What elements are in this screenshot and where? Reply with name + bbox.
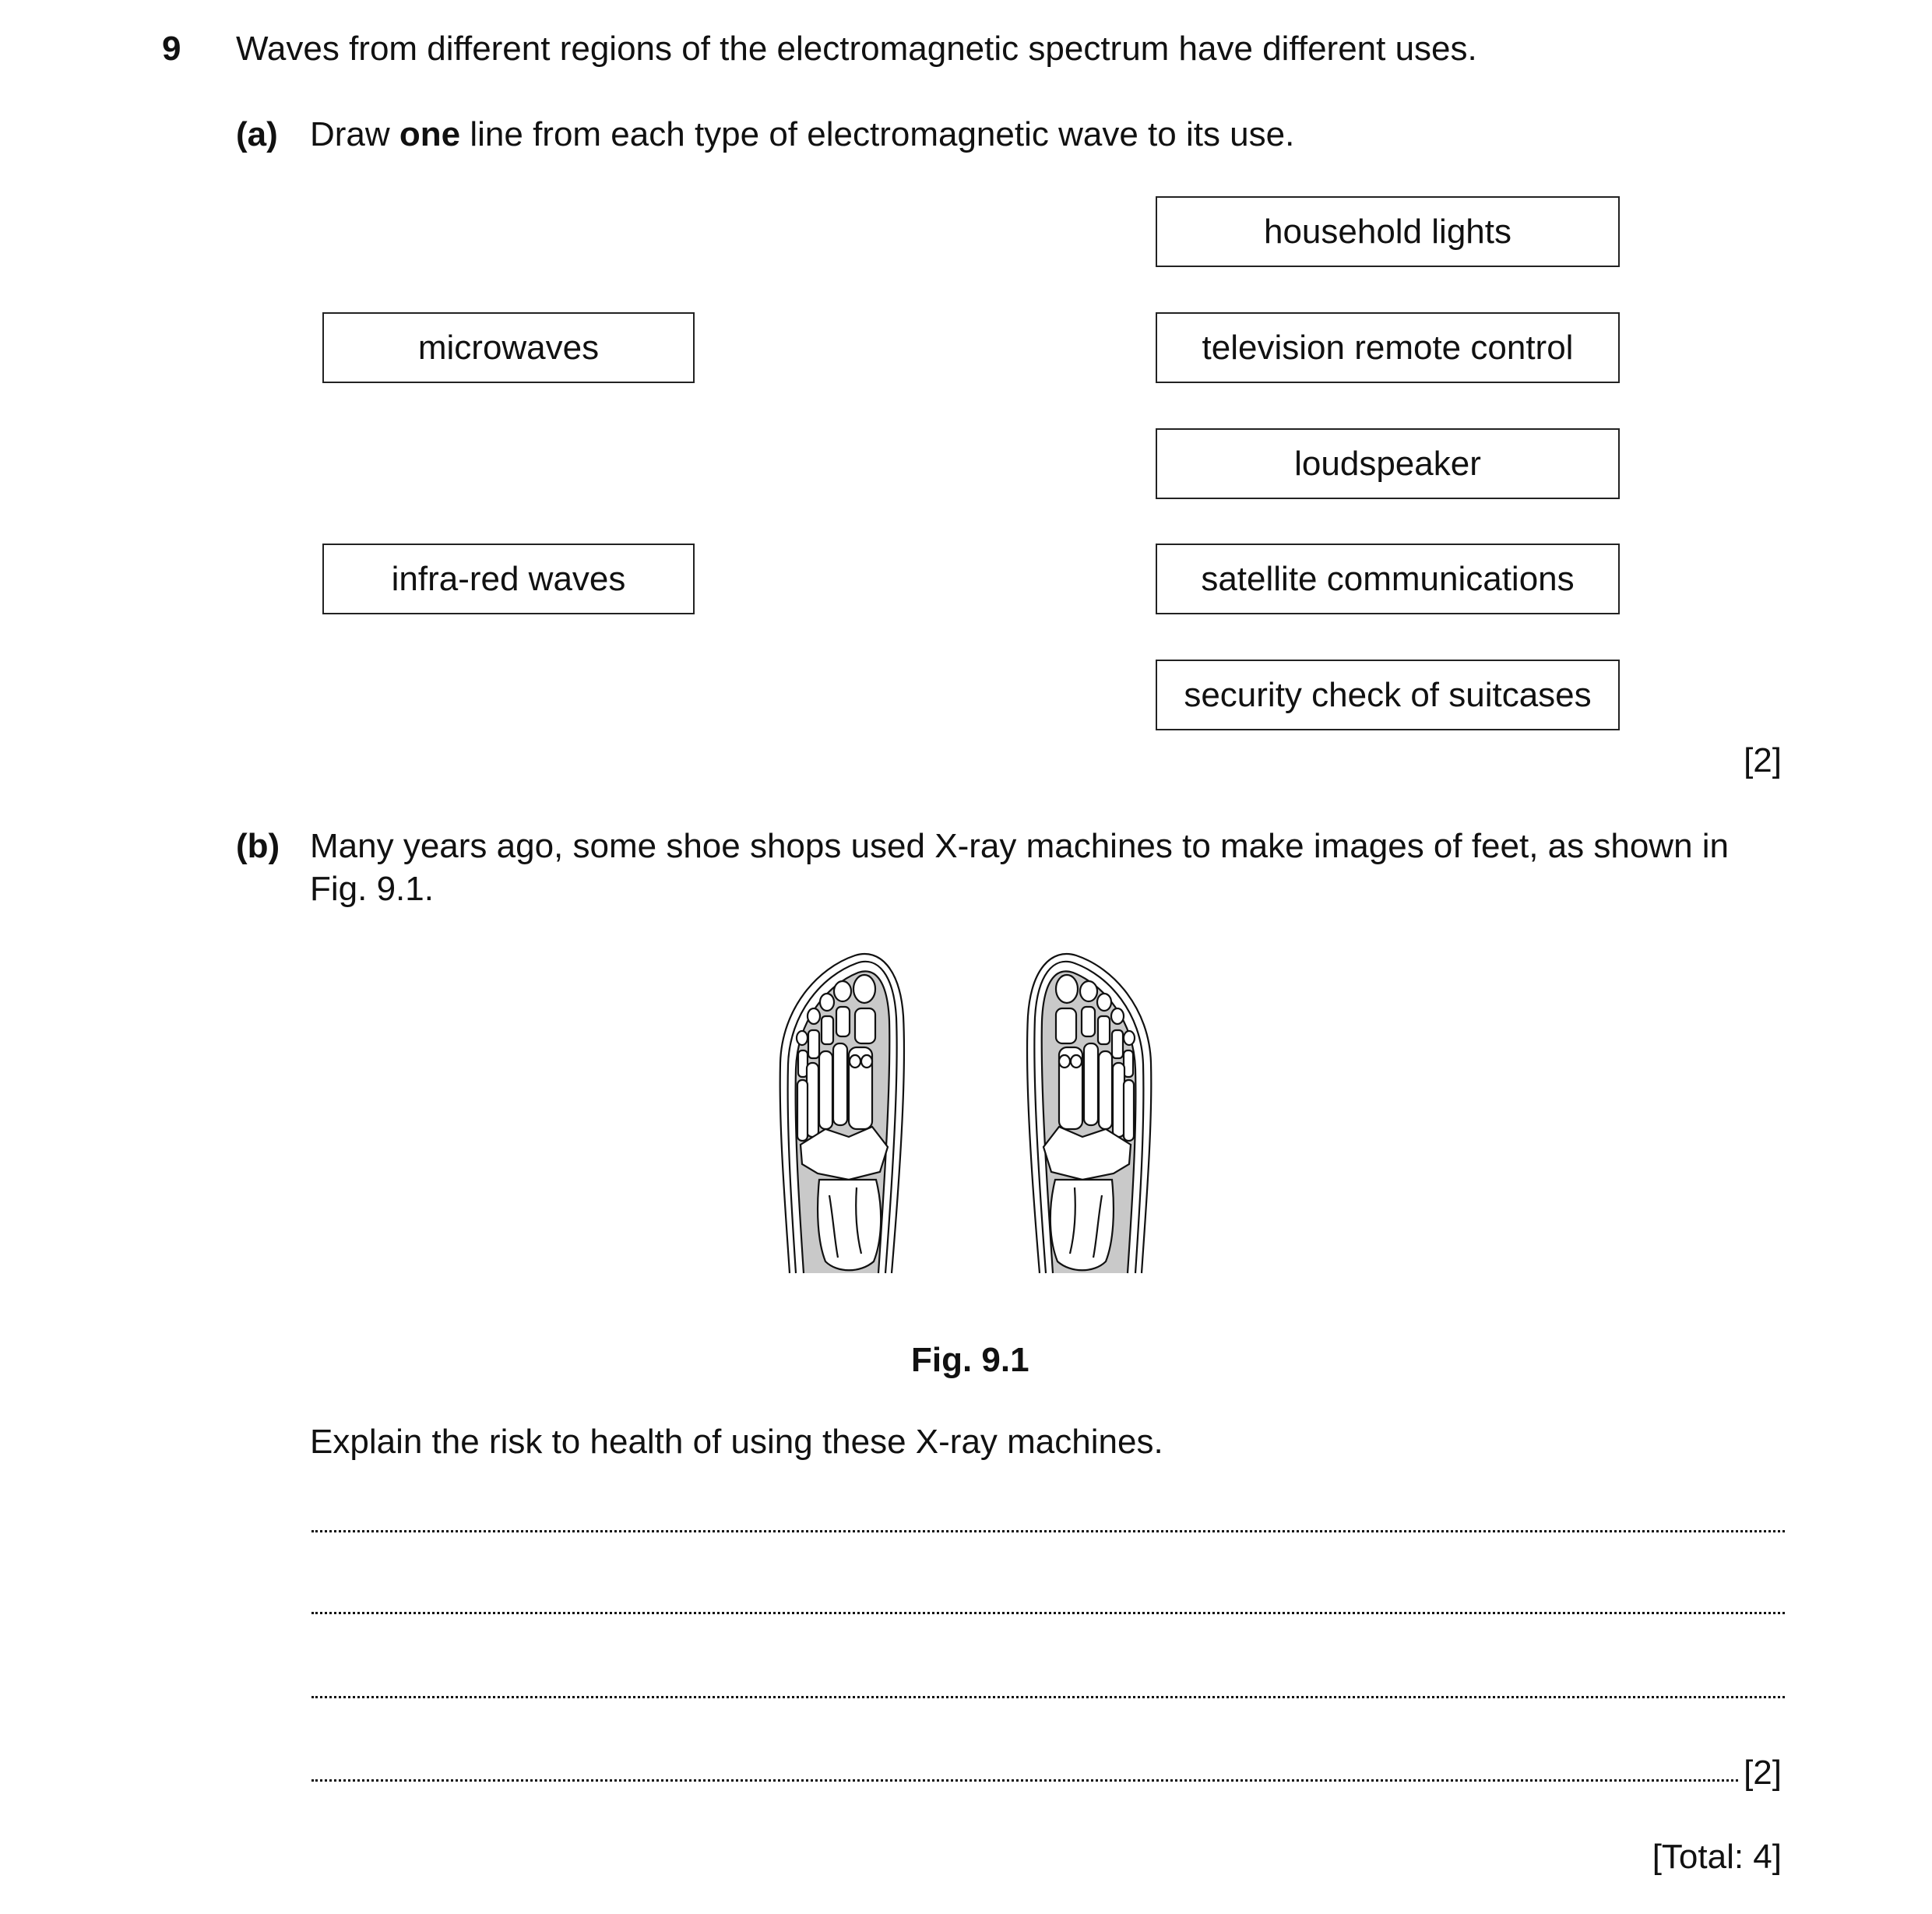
part-a-label: (a): [236, 115, 278, 153]
question-intro: Waves from different regions of the electromagnetic spectrum have different uses.: [236, 30, 1477, 68]
use-box-satellite[interactable]: satellite communications: [1156, 544, 1620, 614]
use-box-loudspeaker[interactable]: loudspeaker: [1156, 428, 1620, 499]
part-b-text-line2: Fig. 9.1.: [310, 870, 434, 908]
total-marks: [Total: 4]: [1652, 1838, 1782, 1876]
wave-box-infra-red[interactable]: infra-red waves: [322, 544, 695, 614]
wave-box-microwaves[interactable]: microwaves: [322, 312, 695, 383]
instruction-bold: one: [399, 115, 461, 153]
part-b-text-line1: Many years ago, some shoe shops used X-ray machines to make images of feet, as shown in: [310, 827, 1730, 865]
part-b-marks: [2]: [1744, 1754, 1782, 1792]
left-foot-xray: [780, 954, 904, 1273]
right-foot-xray: [1027, 954, 1151, 1273]
question-number: 9: [162, 30, 181, 68]
answer-line-3[interactable]: [311, 1673, 1785, 1698]
answer-line-4[interactable]: [311, 1756, 1738, 1782]
answer-line-2[interactable]: [311, 1589, 1785, 1614]
figure-caption: Fig. 9.1: [911, 1341, 1029, 1379]
part-a-instruction: [310, 114, 1294, 156]
instruction-pre: Draw: [310, 115, 399, 153]
use-box-security-check[interactable]: security check of suitcases: [1156, 660, 1620, 730]
answer-line-1[interactable]: [311, 1507, 1785, 1532]
part-a-marks: [2]: [1744, 741, 1782, 779]
part-b-question: Explain the risk to health of using these X-ray machines.: [310, 1423, 1163, 1461]
instruction-post: line from each type of electromagnetic wave to its use.: [460, 115, 1295, 153]
part-b-label: (b): [236, 827, 280, 865]
use-box-household-lights[interactable]: household lights: [1156, 196, 1620, 267]
xray-feet-figure: [763, 946, 1184, 1289]
use-box-tv-remote[interactable]: television remote control: [1156, 312, 1620, 383]
